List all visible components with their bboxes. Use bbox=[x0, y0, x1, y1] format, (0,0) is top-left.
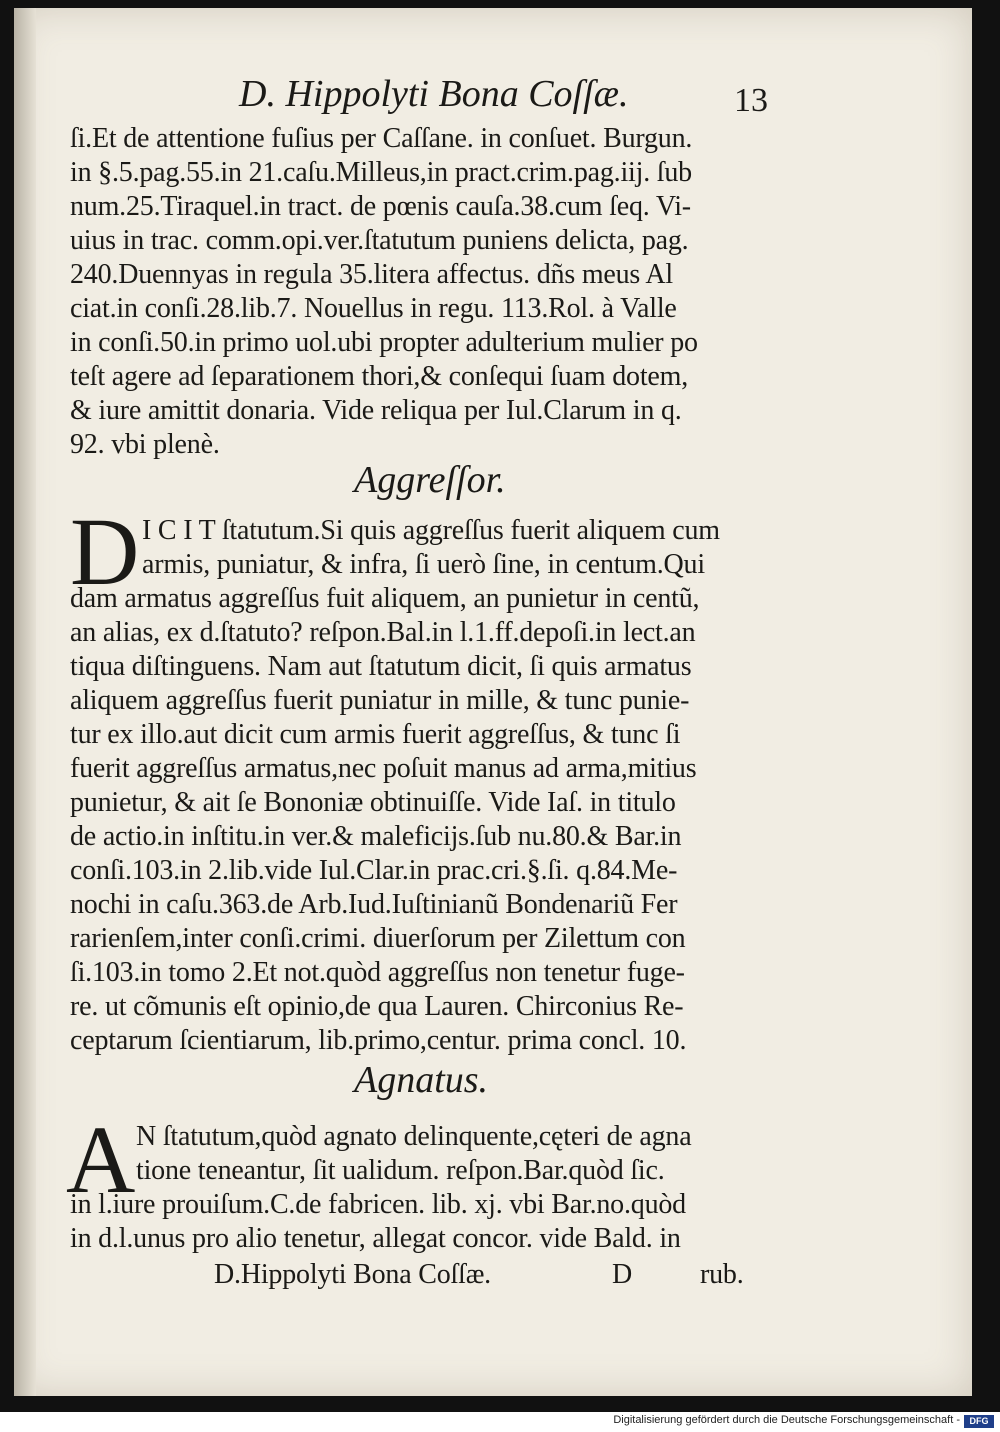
footer-bar bbox=[0, 1412, 1000, 1432]
dfg-logo: DFG bbox=[964, 1415, 994, 1428]
text-line: tiqua diſtinguens. Nam aut ſtatutum dicit, ſi quis armatus bbox=[70, 651, 692, 682]
text-line: ciat.in conſi.28.lib.7. Nouellus in regu. 113.Rol. à Valle bbox=[70, 293, 677, 324]
section-heading-agnatus: Agnatus. bbox=[354, 1059, 489, 1101]
text-line: de actio.in inſtitu.in ver.& maleficijs.ſub nu.80.& Bar.in bbox=[70, 821, 682, 852]
text-line: punietur, & ait ſe Bononiæ obtinuiſſe. Vide Iaſ. in titulo bbox=[70, 787, 676, 818]
page-gutter bbox=[14, 8, 36, 1396]
text-line: fuerit aggreſſus armatus,nec poſuit manus ad arma,mitius bbox=[70, 753, 697, 784]
catchword: rub. bbox=[700, 1259, 744, 1290]
text-line: in §.5.pag.55.in 21.caſu.Milleus,in pract.crim.pag.iij. ſub bbox=[70, 157, 692, 188]
running-head: D. Hippolyti Bona Coſſæ. bbox=[239, 73, 629, 115]
text-line: teſt agere ad ſeparationem thori,& conſequi ſuam dotem, bbox=[70, 361, 689, 392]
text-line: rarienſem,inter conſi.crimi. diuerſorum per Zilettum con bbox=[70, 923, 686, 954]
funding-credit: Digitalisierung gefördert durch die Deutsche Forschungsgemeinschaft - bbox=[613, 1414, 960, 1426]
text-line: ceptarum ſcientiarum, lib.primo,centur. prima concl. 10. bbox=[70, 1025, 687, 1056]
text-line: 92. vbi plenè. bbox=[70, 429, 220, 460]
text-line: dam armatus aggreſſus fuit aliquem, an punietur in centũ, bbox=[70, 583, 700, 614]
text-line: uius in trac. comm.opi.ver.ſtatutum puniens delicta, pag. bbox=[70, 225, 689, 256]
text-line: tione teneantur, ſit ualidum. reſpon.Bar.quòd ſic. bbox=[136, 1155, 665, 1186]
text-line: in d.l.unus pro alio tenetur, allegat concor. vide Bald. in bbox=[70, 1223, 681, 1254]
drop-cap: D bbox=[70, 498, 140, 605]
section-heading-aggressor: Aggreſſor. bbox=[354, 459, 506, 501]
text-line: nochi in caſu.363.de Arb.Iud.Iuſtinianũ Bondenariũ Fer bbox=[70, 889, 678, 920]
text-line: ſi.Et de attentione fuſius per Caſſane. in conſuet. Burgun. bbox=[70, 123, 693, 154]
text-line: num.25.Tiraquel.in tract. de pœnis cauſa.38.cum ſeq. Vi- bbox=[70, 191, 691, 222]
text-line: ſi.103.in tomo 2.Et not.quòd aggreſſus non tenetur fuge- bbox=[70, 957, 685, 988]
text-line: armis, puniatur, & infra, ſi uerò ſine, in centum.Qui bbox=[142, 549, 705, 580]
folio-number: 13 bbox=[734, 82, 768, 119]
text-line: in l.iure prouiſum.C.de fabricen. lib. xj. vbi Bar.no.quòd bbox=[70, 1189, 686, 1220]
catchline-title: D.Hippolyti Bona Coſſæ. bbox=[214, 1259, 491, 1290]
signature-mark: D bbox=[612, 1259, 633, 1290]
text-line: re. ut cõmunis eſt opinio,de qua Lauren. Chirconius Re- bbox=[70, 991, 684, 1022]
text-line: N ſtatutum,quòd agnato delinquente,cęteri de agna bbox=[136, 1121, 692, 1152]
text-line: an alias, ex d.ſtatuto? reſpon.Bal.in l.1.ff.depoſi.in lect.an bbox=[70, 617, 696, 648]
book-page bbox=[14, 8, 972, 1396]
text-line: I C I T ſtatutum.Si quis aggreſſus fuerit aliquem cum bbox=[142, 515, 720, 546]
text-line: aliquem aggreſſus fuerit puniatur in mille, & tunc punie- bbox=[70, 685, 690, 716]
text-line: 240.Duennyas in regula 35.litera affectus. dñs meus Al bbox=[70, 259, 673, 290]
text-line: tur ex illo.aut dicit cum armis fuerit aggreſſus, & tunc ſi bbox=[70, 719, 681, 750]
drop-cap: A bbox=[66, 1106, 136, 1213]
text-line: in conſi.50.in primo uol.ubi propter adulterium mulier po bbox=[70, 327, 698, 358]
text-line: & iure amittit donaria. Vide reliqua per Iul.Clarum in q. bbox=[70, 395, 682, 426]
text-line: conſi.103.in 2.lib.vide Iul.Clar.in prac.cri.§.ſi. q.84.Me- bbox=[70, 855, 678, 886]
